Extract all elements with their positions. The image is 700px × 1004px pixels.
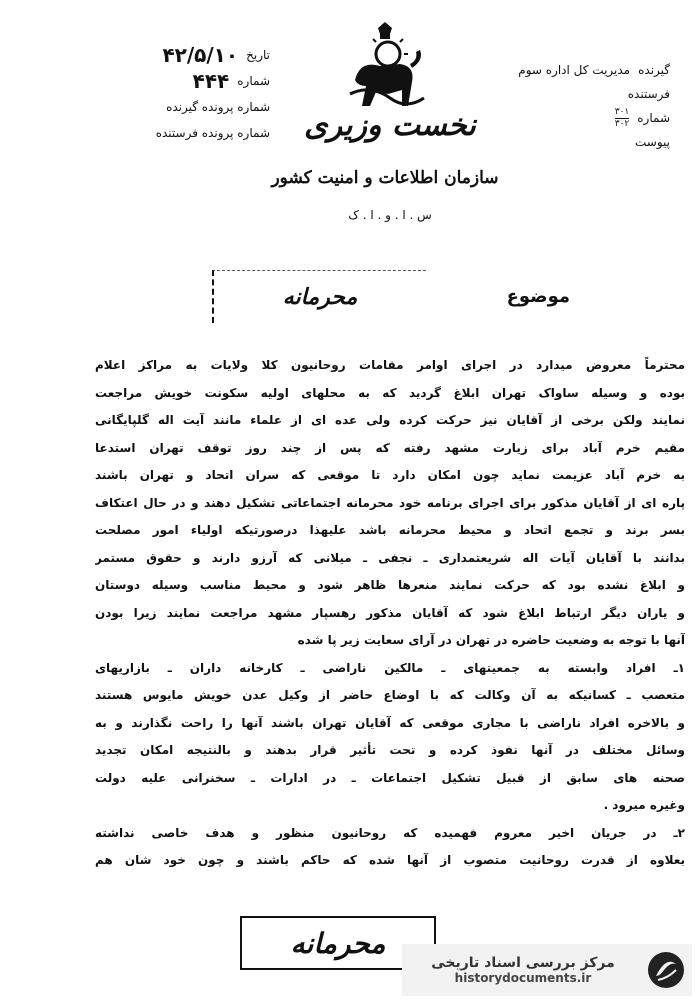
date-value: ۴۲/۵/۱۰ (162, 43, 239, 67)
copy-label: شماره (637, 111, 670, 125)
watermark-text (408, 955, 638, 985)
body-line: و ابلاغ نشده بود که حرکت نمایند منعرها ظاهر شود و محیط مناسب وسیله دوستان (95, 578, 685, 592)
body-line: نمایند ولکن برخی از آقایان نیز حرکت کرده ولی عده ای از علماء مانند آیت اله گلپایگانی (95, 413, 685, 427)
watermark-en: historydocuments.ir (454, 971, 592, 985)
watermark-fa: مرکز بررسی اسناد تاریخی (431, 955, 615, 971)
body-line: پاره ای از آقایان مذکور برای اجرای برنامه خود محرمانه اجتماعاتی تشکیل دهند و در حال اعتکاف (95, 495, 685, 510)
body-line: ۲ـ در جریان اخیر معروم فهمیده که روحانیون منظور و هدف خاصی نداشته (95, 825, 685, 840)
number-row (120, 68, 270, 94)
attachment-label: پیوست (635, 135, 670, 149)
file-no-sender (120, 120, 270, 146)
header-subtitle: سازمان اطلاعات و امنیت کشور (271, 168, 499, 188)
sender-row (470, 82, 670, 106)
body-line: صحنه های سابق از قبیل تشکیل اجتماعات ـ در ادارات ـ سخنرانی علیه دولت (95, 770, 685, 785)
body-line: متعصب ـ کسانیکه به آن وکالت که با اوضاع حاضر از وکیل عدن خویش مایوس هستند (95, 688, 685, 702)
subject-confidential-stamp: محرمانه (212, 270, 426, 323)
letter-body (95, 352, 685, 875)
footer-confidential-stamp: محرمانه (240, 916, 436, 970)
date-row (120, 42, 270, 68)
subject-label: موضوع (506, 286, 570, 307)
file-no-recipient-label: شماره پرونده گیرنده (166, 100, 270, 114)
date-label: تاریخ (246, 48, 270, 62)
body-line: بوده و وسیله ساواک تهران ابلاغ گردید که به محلهای اولیه سکونت خویش مراجعت (95, 385, 685, 400)
recipient-row (470, 58, 670, 82)
meta-left-block (120, 42, 270, 146)
body-line: بعلاوه از قدرت روحانیت متصوب از آنها شده که حاکم باشند و چون خود شان هم (95, 853, 685, 867)
body-line: بسر برند و تجمع اتحاد و محیط محرمانه باشد علیهذا درصورتیکه اولیاء امور مصلحت (95, 523, 685, 537)
archive-logo-icon (646, 950, 686, 990)
body-line: مقیم خرم آباد برای زیارت مشهد رفته که پس از چند روز توقف تهران استدعا (95, 440, 685, 455)
body-line: وسائل مختلف در آنها نفوذ کرده و تحت تأثیر قرار بدهند و بالنتیجه امکان تجدید (95, 743, 685, 757)
copy-bottom: ۳۰۲ (614, 118, 630, 129)
lion-and-sun-emblem-icon (340, 20, 430, 115)
copy-row (470, 106, 670, 130)
copy-top: ۳۰۱ (614, 106, 630, 117)
body-line: وغیره میرود . (603, 798, 685, 812)
meta-right-block (470, 58, 670, 154)
header-code: س . ا . و . ا . ک (348, 208, 432, 222)
body-line: بدانند با آقایان آیات اله شریعتمداری ـ نجفی ـ میلانی که آرزو دارند و حقوق مستمر (95, 550, 685, 565)
header-title: نخست وزیری (304, 108, 476, 143)
copy-fraction (615, 107, 630, 130)
body-line: و بالاخره افراد ناراضی با مجاری موقعی که آقایان تهران باشند آنها را راحت نگذارند و به (95, 715, 685, 730)
sender-label: فرستنده (627, 87, 670, 101)
number-value: ۴۴۴ (192, 69, 230, 93)
number-label: شماره (237, 74, 270, 88)
recipient-label: گیرنده (638, 63, 670, 77)
recipient-value: مدیریت کل اداره سوم (518, 63, 631, 77)
body-line: آنها با توجه به وضعیت حاضره در تهران در آرای سعایت زیر پا شده (297, 633, 685, 647)
attachment-row (470, 130, 670, 154)
body-line: ۱ـ افراد وابسته به جمعیتهای ـ مالکین ناراضی ـ کارخانه داران ـ بازاریهای (95, 660, 685, 675)
body-line: و یاران دیگر ارتباط ابلاغ شود که آقایان مذکور رهسپار مشهد مراجعت نمایند زیرا بودن (95, 605, 685, 620)
body-line: محترماً معروض میدارد در اجرای اوامر مقامات روحانیون کلا ولایات به مراکز اعلام (95, 358, 685, 372)
file-no-sender-label: شماره پرونده فرستنده (155, 126, 270, 140)
file-no-recipient (120, 94, 270, 120)
body-line: به خرم آباد عزیمت نماید چون امکان دارد تا موقعی که سران اتحاد و تهران باشند (95, 468, 685, 482)
watermark (402, 944, 692, 996)
